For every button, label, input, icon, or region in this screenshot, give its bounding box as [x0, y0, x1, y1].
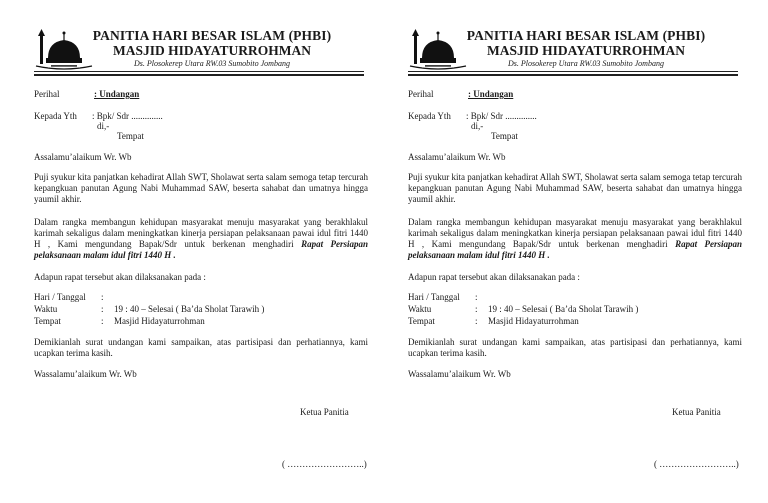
paragraph-purpose	[408, 217, 742, 261]
org-title: PANITIA HARI BESAR ISLAM (PHBI)	[92, 28, 332, 43]
schedule-place-sep: :	[475, 316, 478, 326]
paragraph-closing: Demikianlah surat undangan kami sampaikan, atas partisipasi dan perhatiannya, kami ucapkan terima kasih.	[34, 337, 368, 358]
closing-salutation: Wassalamu’alaikum Wr. Wb	[34, 369, 137, 379]
signer-name-blank: ( ……………………..)	[282, 459, 367, 469]
perihal-label: Perihal	[408, 89, 434, 99]
recipient-di: di,-	[97, 121, 110, 131]
header-divider-thick	[408, 74, 738, 76]
address-line: Ds. Plosokerep Utara RW.03 Sumobito Jombang	[134, 59, 290, 68]
schedule-place-label: Tempat	[34, 316, 61, 326]
purpose-event: Rapat Persiapan pelaksanaan malam idul fitri 1440 H .	[408, 239, 742, 260]
schedule-time-label: Waktu	[408, 304, 432, 314]
signer-name-blank: ( ……………………..)	[654, 459, 739, 469]
header-divider-thick	[34, 74, 364, 76]
schedule-time-label: Waktu	[34, 304, 58, 314]
perihal-value: : Undangan	[94, 89, 140, 99]
paragraph-schedule-intro: Adapun rapat tersebut akan dilaksanakan pada :	[34, 272, 206, 282]
schedule-time-sep: :	[475, 304, 478, 314]
signer-title: Ketua Panitia	[672, 407, 721, 417]
recipient-value: : Bpk/ Sdr ..............	[92, 111, 163, 121]
mosque-title: MASJID HIDAYATURROHMAN	[487, 43, 685, 58]
paragraph-closing: Demikianlah surat undangan kami sampaikan, atas partisipasi dan perhatiannya, kami ucapkan terima kasih.	[408, 337, 742, 358]
recipient-tempat: Tempat	[491, 131, 518, 141]
schedule-place-value: Masjid Hidayaturrohman	[114, 316, 205, 326]
closing-salutation: Wassalamu’alaikum Wr. Wb	[408, 369, 511, 379]
header-divider	[34, 71, 364, 72]
header-divider	[408, 71, 738, 72]
schedule-date-label: Hari / Tanggal	[408, 292, 460, 302]
recipient-label: Kepada Yth	[408, 111, 451, 121]
paragraph-purpose	[34, 217, 368, 261]
schedule-date-label: Hari / Tanggal	[34, 292, 86, 302]
invitation-letter-left	[24, 0, 388, 503]
salutation: Assalamu’alaikum Wr. Wb	[34, 152, 132, 162]
mosque-title: MASJID HIDAYATURROHMAN	[113, 43, 311, 58]
schedule-time-value: 19 : 40 – Selesai ( Ba’da Sholat Tarawih )	[114, 304, 265, 314]
schedule-place-sep: :	[101, 316, 104, 326]
paragraph-opening: Puji syukur kita panjatkan kehadirat Allah SWT, Sholawat serta salam semoga tetap tercurah kepangkuan panutan Agung Nabi Muhammad SAW, beserta sahabat dan umatnya hingga yaumil akhir.	[408, 172, 742, 204]
schedule-place-value: Masjid Hidayaturrohman	[488, 316, 579, 326]
recipient-value: : Bpk/ Sdr ..............	[466, 111, 537, 121]
schedule-place-label: Tempat	[408, 316, 435, 326]
signer-title: Ketua Panitia	[300, 407, 349, 417]
recipient-tempat: Tempat	[117, 131, 144, 141]
schedule-date-sep: :	[101, 292, 104, 302]
perihal-label: Perihal	[34, 89, 60, 99]
schedule-time-sep: :	[101, 304, 104, 314]
recipient-di: di,-	[471, 121, 484, 131]
org-title: PANITIA HARI BESAR ISLAM (PHBI)	[466, 28, 706, 43]
schedule-time-value: 19 : 40 – Selesai ( Ba’da Sholat Tarawih )	[488, 304, 639, 314]
schedule-date-sep: :	[475, 292, 478, 302]
salutation: Assalamu’alaikum Wr. Wb	[408, 152, 506, 162]
address-line: Ds. Plosokerep Utara RW.03 Sumobito Jombang	[508, 59, 664, 68]
recipient-label: Kepada Yth	[34, 111, 77, 121]
purpose-text: Dalam rangka membangun kehidupan masyarakat menuju masyarakat yang berakhlakul karimah sekaligus dalam meningkatkan kinerja persiapan pelaksanaan pawai idul fitri 1440 H , Kami mengundang Bapak/Sdr untuk berkenan menghadiri	[408, 217, 742, 249]
perihal-value: : Undangan	[468, 89, 514, 99]
purpose-text: Dalam rangka membangun kehidupan masyarakat menuju masyarakat yang berakhlakul karimah sekaligus dalam meningkatkan kinerja persiapan pelaksanaan pawai idul fitri 1440 H , Kami mengundang Bapak/Sdr untuk berkenan menghadiri	[34, 217, 368, 249]
paragraph-opening: Puji syukur kita panjatkan kehadirat Allah SWT, Sholawat serta salam semoga tetap tercurah kepangkuan panutan Agung Nabi Muhammad SAW, beserta sahabat dan umatnya hingga yaumil akhir.	[34, 172, 368, 204]
invitation-letter-right	[398, 0, 762, 503]
paragraph-schedule-intro: Adapun rapat tersebut akan dilaksanakan pada :	[408, 272, 580, 282]
purpose-event: Rapat Persiapan pelaksanaan malam idul fitri 1440 H .	[34, 239, 368, 260]
